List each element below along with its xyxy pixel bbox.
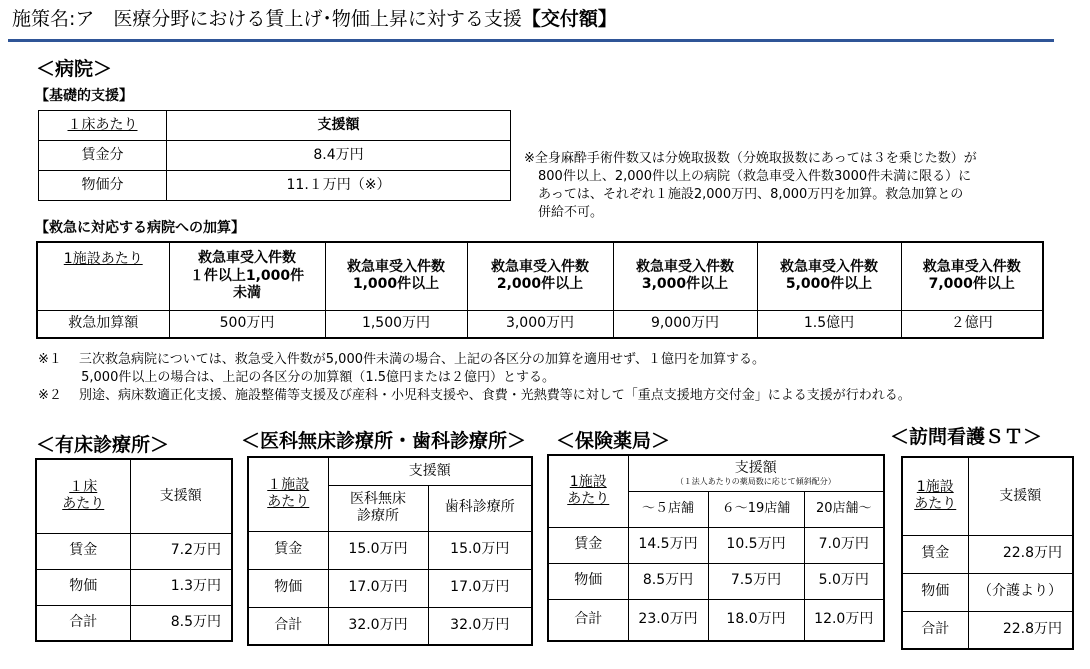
nursing-row-label: 合計 xyxy=(902,611,968,649)
pharmacy-row-value: 23.0万円 xyxy=(628,599,708,641)
nursing-row-value: 22.8万円 xyxy=(968,535,1073,573)
noclinic-head-line: １施設 xyxy=(267,476,310,493)
noclinic-row-value: 15.0万円 xyxy=(328,531,428,569)
basic-note-line: あっては、それぞれ１施設2,000万円、8,000万円を加算。救急加算との xyxy=(538,187,964,202)
emergency-head-col xyxy=(901,242,1043,310)
emergency-head-col xyxy=(613,242,757,310)
clinic-table xyxy=(35,458,233,642)
emergency-head-line: 救急車受入件数 xyxy=(347,258,445,275)
pharmacy-head-group xyxy=(628,455,884,491)
basic-row-value: 8.4万円 xyxy=(167,141,511,171)
pharmacy-head-line: 1施設 xyxy=(569,473,607,490)
footnote-line: ※１ 三次救急病院については、救急受入件数が5,000件未満の場合、上記の各区分の加算を適用せず、１億円を加算する。 xyxy=(38,352,765,367)
basic-support-label: 【基礎的支援】 xyxy=(35,88,133,104)
emergency-head-col xyxy=(325,242,467,310)
nursing-row-value: 22.8万円 xyxy=(968,611,1073,649)
emergency-head-line: 5,000件以上 xyxy=(785,276,873,293)
emergency-label: 【救急に対応する病院への加算】 xyxy=(35,220,245,236)
noclinic-sub-line: 医科無床 xyxy=(350,490,406,507)
footnote-line: 5,000件以上の場合は、上記の各区分の加算額（1.5億円または２億円）とする。 xyxy=(38,370,556,385)
basic-row-label: 物価分 xyxy=(39,171,167,201)
pharmacy-row-value: 7.0万円 xyxy=(804,527,884,563)
clinic-head-line: あたり xyxy=(62,496,105,513)
noclinic-row-label: 物価 xyxy=(248,569,328,607)
emergency-table xyxy=(36,241,1044,339)
pharmacy-table xyxy=(547,454,885,642)
emergency-head-line: １件以上1,000件 xyxy=(189,267,305,284)
emergency-amount: 3,000万円 xyxy=(467,310,613,338)
emergency-head-line: 救急車受入件数 xyxy=(636,258,734,275)
basic-row-label: 賃金分 xyxy=(39,141,167,171)
emergency-row-label: 救急加算額 xyxy=(37,310,169,338)
pharmacy-row-label: 合計 xyxy=(548,599,628,641)
clinic-heading: ＜有床診療所＞ xyxy=(36,434,170,456)
nursing-head-unit xyxy=(902,457,968,535)
basic-head-amount: 支援額 xyxy=(167,111,511,141)
emergency-amount: 9,000万円 xyxy=(613,310,757,338)
clinic-row-label: 賃金 xyxy=(36,533,130,569)
page-title xyxy=(12,4,617,31)
emergency-head-col xyxy=(757,242,901,310)
basic-note xyxy=(524,150,977,222)
pharmacy-sub: ～５店舗 xyxy=(628,491,708,527)
pharmacy-row-value: 12.0万円 xyxy=(804,599,884,641)
emergency-head-line: 1,000件以上 xyxy=(352,276,440,293)
noclinic-row-value: 17.0万円 xyxy=(428,569,532,607)
clinic-row-value: 8.5万円 xyxy=(130,605,232,641)
noclinic-sub-medical xyxy=(328,485,428,531)
basic-note-line: 併給不可。 xyxy=(538,205,604,220)
emergency-amount: 1.5億円 xyxy=(757,310,901,338)
emergency-head-line: 救急車受入件数 xyxy=(922,258,1021,275)
title-underline xyxy=(8,39,1054,42)
clinic-row-label: 物価 xyxy=(36,569,130,605)
clinic-head-line: １床 xyxy=(69,478,98,495)
pharmacy-sub: ６～19店舗 xyxy=(708,491,804,527)
footnotes xyxy=(38,351,911,405)
pharmacy-row-value: 14.5万円 xyxy=(628,527,708,563)
noclinic-heading: ＜医科無床診療所・歯科診療所＞ xyxy=(241,430,527,452)
nursing-row-label: 物価 xyxy=(902,573,968,611)
emergency-head-line: 3,000件以上 xyxy=(641,276,729,293)
pharmacy-heading: ＜保険薬局＞ xyxy=(556,430,671,452)
emergency-amount: ２億円 xyxy=(901,310,1043,338)
pharmacy-row-label: 物価 xyxy=(548,563,628,599)
noclinic-row-value: 17.0万円 xyxy=(328,569,428,607)
emergency-head-line: 未満 xyxy=(233,285,261,301)
pharmacy-row-value: 18.0万円 xyxy=(708,599,804,641)
emergency-head-line: 救急車受入件数 xyxy=(198,250,296,266)
noclinic-table xyxy=(247,456,533,646)
nursing-head-line: 1施設 xyxy=(916,478,954,495)
noclinic-row-label: 賃金 xyxy=(248,531,328,569)
title-suffix: 【交付額】 xyxy=(521,8,617,30)
pharmacy-sub: 20店舗～ xyxy=(804,491,884,527)
pharmacy-row-value: 8.5万円 xyxy=(628,563,708,599)
nursing-row-label: 賃金 xyxy=(902,535,968,573)
emergency-amount: 500万円 xyxy=(169,310,325,338)
noclinic-head-line: あたり xyxy=(267,494,310,511)
emergency-head-line: 救急車受入件数 xyxy=(780,258,878,275)
pharmacy-row-value: 10.5万円 xyxy=(708,527,804,563)
emergency-amount: 1,500万円 xyxy=(325,310,467,338)
noclinic-row-label: 合計 xyxy=(248,607,328,645)
nursing-heading: ＜訪問看護ＳＴ＞ xyxy=(890,426,1043,448)
pharmacy-head-group-note: （１法人あたりの薬局数に応じて傾斜配分） xyxy=(675,477,836,487)
basic-support-table xyxy=(38,110,511,201)
basic-note-line: ※全身麻酔手術件数又は分娩取扱数（分娩取扱数にあっては３を乗じた数）が xyxy=(524,151,977,166)
noclinic-sub-dental: 歯科診療所 xyxy=(428,485,532,531)
noclinic-sub-line: 診療所 xyxy=(357,508,399,524)
hospital-heading: ＜病院＞ xyxy=(36,58,113,80)
clinic-head-unit xyxy=(36,459,130,533)
basic-head-unit: １床あたり xyxy=(39,111,167,141)
title-text: 施策名:ア 医療分野における賃上げ･物価上昇に対する支援 xyxy=(12,8,522,30)
emergency-head-line: 救急車受入件数 xyxy=(491,258,589,275)
pharmacy-row-label: 賃金 xyxy=(548,527,628,563)
pharmacy-row-value: 7.5万円 xyxy=(708,563,804,599)
nursing-table xyxy=(901,456,1074,650)
nursing-head-line: あたり xyxy=(914,496,957,513)
noclinic-row-value: 15.0万円 xyxy=(428,531,532,569)
basic-row-value: 11.１万円（※） xyxy=(167,171,511,201)
footnote-line: ※２ 別途、病床数適正化支援、施設整備等支援及び産科・小児科支援や、食費・光熱費等に対して「重点支援地方交付金」による支援が行われる。 xyxy=(38,388,911,403)
clinic-head-amount: 支援額 xyxy=(130,459,232,533)
emergency-head-col xyxy=(467,242,613,310)
nursing-row-value: （介護より） xyxy=(968,573,1073,611)
emergency-head-line: 7,000件以上 xyxy=(928,276,1015,293)
pharmacy-head-line: あたり xyxy=(567,491,610,508)
clinic-row-value: 7.2万円 xyxy=(130,533,232,569)
clinic-row-label: 合計 xyxy=(36,605,130,641)
nursing-head-amount: 支援額 xyxy=(968,457,1073,535)
noclinic-head-unit xyxy=(248,457,328,531)
clinic-row-value: 1.3万円 xyxy=(130,569,232,605)
noclinic-row-value: 32.0万円 xyxy=(428,607,532,645)
noclinic-row-value: 32.0万円 xyxy=(328,607,428,645)
pharmacy-row-value: 5.0万円 xyxy=(804,563,884,599)
pharmacy-head-unit xyxy=(548,455,628,527)
pharmacy-head-group-label: 支援額 xyxy=(734,459,777,476)
emergency-head-col xyxy=(169,242,325,310)
basic-note-line: 800件以上、2,000件以上の病院（救急車受入件数3000件未満に限る）に xyxy=(538,169,972,184)
emergency-head-unit: 1施設あたり xyxy=(37,242,169,310)
noclinic-head-group: 支援額 xyxy=(328,457,532,485)
emergency-head-line: 2,000件以上 xyxy=(496,276,584,293)
